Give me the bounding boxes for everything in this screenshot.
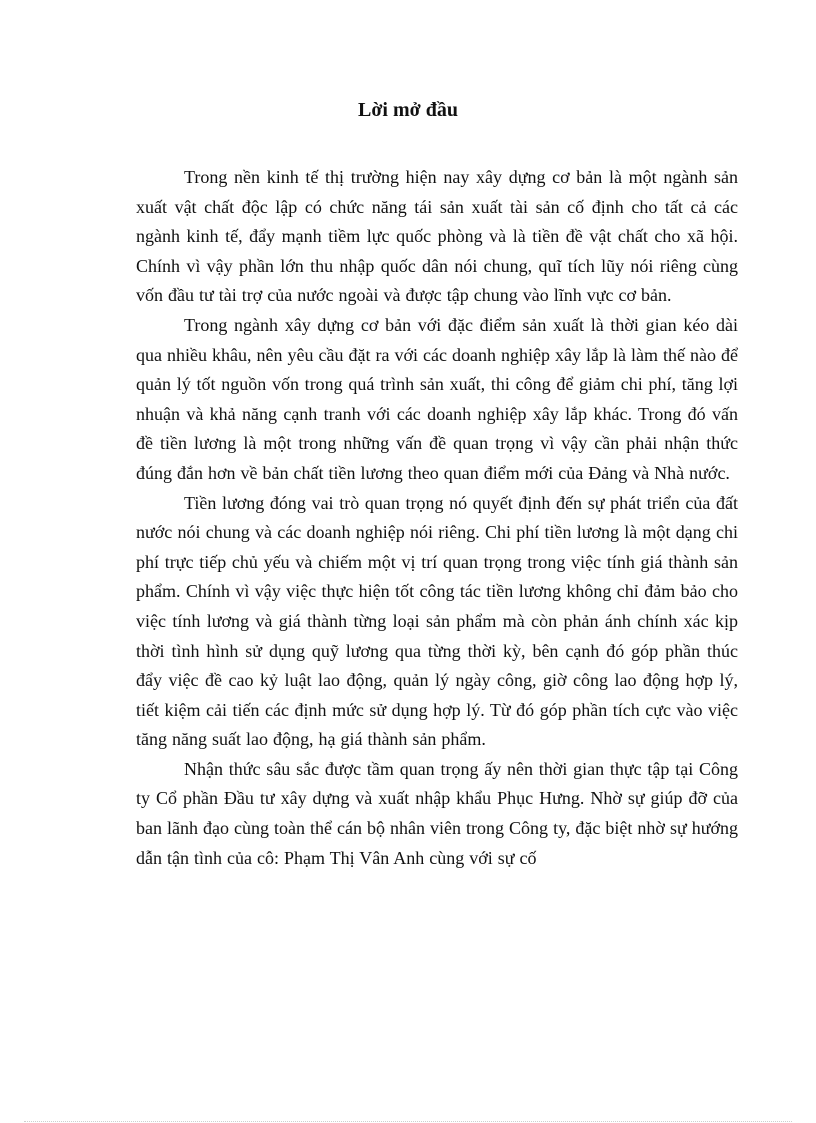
page-bottom-divider xyxy=(24,1121,792,1122)
paragraph-1: Trong nền kinh tế thị trường hiện nay xây dựng cơ bản là một ngành sản xuất vật chất độc lập có chức năng tái sản xuất tài sản cố định cho tất cả các ngành kinh tế, đẩy mạnh tiềm lực quốc phòng và là tiền đề vật chất cho xã hội. Chính vì vậy phần lớn thu nhập quốc dân nói chung, quĩ tích lũy nói riêng cùng vốn đầu tư tài trợ của nước ngoài và được tập chung vào lĩnh vực cơ bản. xyxy=(136,167,738,306)
paragraph-2: Trong ngành xây dựng cơ bản với đặc điểm sản xuất là thời gian kéo dài qua nhiều khâu, nên yêu cầu đặt ra với các doanh nghiệp xây lắp là làm thế nào để quản lý tốt nguồn vốn trong quá trình sản xuất, thi công để giảm chi phí, tăng lợi nhuận và khả năng cạnh tranh với các doanh nghiệp xây lắp khác. Trong đó vấn đề tiền lương là một trong những vấn đề quan trọng vì vậy cần phải nhận thức đúng đắn hơn về bản chất tiền lương theo quan điểm mới của Đảng và Nhà nước. xyxy=(136,314,738,483)
document-body xyxy=(136,163,738,873)
paragraph-3: Tiền lương đóng vai trò quan trọng nó quyết định đến sự phát triển của đất nước nói chung và các doanh nghiệp nói riêng. Chi phí tiền lương là một dạng chi phí trực tiếp chủ yếu và chiếm một vị trí quan trọng trong việc tính giá thành sản phẩm. Chính vì vậy việc thực hiện tốt công tác tiền lương không chỉ đảm bảo cho việc tính lương và giá thành từng loại sản phẩm mà còn phản ánh chính xác kịp thời tình hình sử dụng quỹ lương qua từng thời kỳ, bên cạnh đó góp phần thúc đẩy việc đề cao kỷ luật lao động, quản lý ngày công, giờ công lao động hợp lý, tiết kiệm cải tiến các định mức sử dụng hợp lý. Từ đó góp phần tích cực vào việc tăng năng suất lao động, hạ giá thành sản phẩm. xyxy=(136,492,738,750)
document-title: Lời mở đầu xyxy=(358,99,458,121)
paragraph-4: Nhận thức sâu sắc được tầm quan trọng ấy nên thời gian thực tập tại Công ty Cổ phần Đầu tư xây dựng và xuất nhập khẩu Phục Hưng. Nhờ sự giúp đỡ của ban lãnh đạo cùng toàn thể cán bộ nhân viên trong Công ty, đặc biệt nhờ sự hướng dẫn tận tình của cô: Phạm Thị Vân Anh cùng với sự cố xyxy=(136,758,738,868)
